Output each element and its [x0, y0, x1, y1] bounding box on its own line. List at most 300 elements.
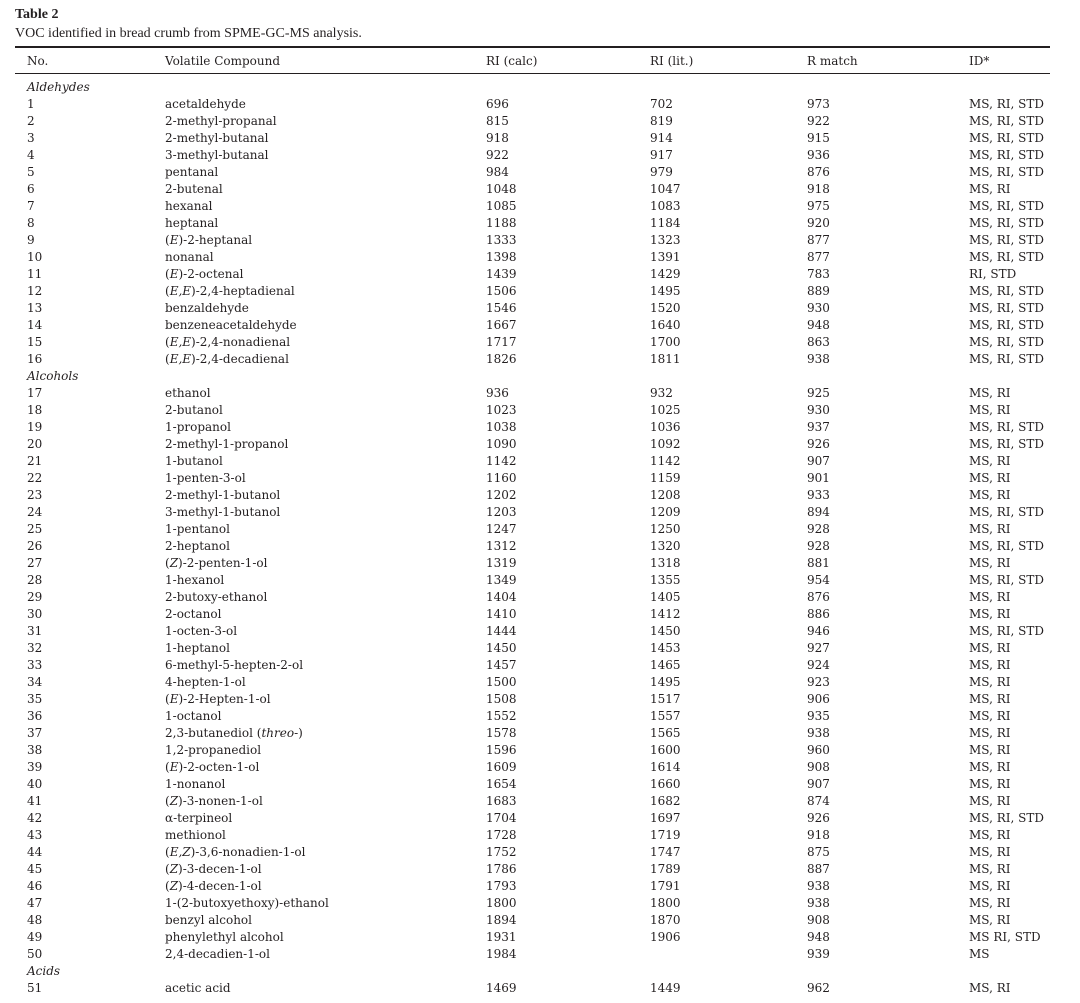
- cell-compound: 3-methyl-butanal: [165, 148, 269, 162]
- column-header-no: No.: [27, 54, 49, 68]
- cell-ri-lit: 932: [650, 386, 673, 400]
- table-row: [0, 708, 1080, 725]
- cell-ri-calc: 1469: [486, 981, 517, 995]
- cell-id: MS, RI, STD: [969, 539, 1044, 553]
- cell-ri-lit: 1355: [650, 573, 681, 587]
- cell-r-match: 954: [807, 573, 830, 587]
- cell-r-match: 887: [807, 862, 830, 876]
- cell-ri-lit: 1025: [650, 403, 681, 417]
- cell-ri-lit: 1465: [650, 658, 681, 672]
- cell-ri-lit: 1600: [650, 743, 681, 757]
- cell-no: 19: [27, 420, 43, 434]
- table-row: [0, 691, 1080, 708]
- cell-compound: 1-nonanol: [165, 777, 226, 791]
- cell-no: 36: [27, 709, 43, 723]
- cell-ri-calc: 1654: [486, 777, 517, 791]
- table-row: [0, 402, 1080, 419]
- cell-id: MS, RI: [969, 726, 1011, 740]
- cell-id: MS, RI: [969, 386, 1011, 400]
- cell-compound: 2-methyl-butanal: [165, 131, 269, 145]
- cell-compound: nonanal: [165, 250, 214, 264]
- cell-r-match: 783: [807, 267, 830, 281]
- cell-r-match: 948: [807, 930, 830, 944]
- cell-r-match: 908: [807, 760, 830, 774]
- cell-no: 16: [27, 352, 43, 366]
- cell-no: 33: [27, 658, 43, 672]
- cell-id: MS, RI, STD: [969, 97, 1044, 111]
- table-row: [0, 725, 1080, 742]
- cell-no: 51: [27, 981, 43, 995]
- cell-id: MS, RI: [969, 692, 1011, 706]
- cell-id: MS, RI: [969, 760, 1011, 774]
- cell-id: MS, RI: [969, 403, 1011, 417]
- cell-ri-lit: 1142: [650, 454, 681, 468]
- cell-ri-calc: 1247: [486, 522, 517, 536]
- cell-r-match: 877: [807, 233, 830, 247]
- cell-id: MS, RI: [969, 981, 1011, 995]
- cell-no: 25: [27, 522, 43, 536]
- group-heading-row: [0, 79, 1080, 96]
- cell-no: 21: [27, 454, 43, 468]
- table-row: [0, 623, 1080, 640]
- table-row: [0, 164, 1080, 181]
- cell-ri-lit: 1811: [650, 352, 681, 366]
- cell-ri-calc: 1090: [486, 437, 517, 451]
- cell-ri-calc: 815: [486, 114, 509, 128]
- cell-compound: 2-octanol: [165, 607, 222, 621]
- cell-id: MS, RI: [969, 675, 1011, 689]
- cell-ri-lit: 1208: [650, 488, 681, 502]
- cell-no: 5: [27, 165, 35, 179]
- cell-no: 4: [27, 148, 35, 162]
- cell-r-match: 876: [807, 590, 830, 604]
- cell-ri-lit: 1614: [650, 760, 681, 774]
- cell-ri-lit: 1250: [650, 522, 681, 536]
- cell-r-match: 946: [807, 624, 830, 638]
- table-row: [0, 521, 1080, 538]
- cell-id: MS, RI: [969, 896, 1011, 910]
- cell-ri-calc: 1038: [486, 420, 517, 434]
- cell-no: 26: [27, 539, 43, 553]
- cell-compound: 1-butanol: [165, 454, 223, 468]
- table-row: [0, 555, 1080, 572]
- cell-no: 10: [27, 250, 43, 264]
- cell-ri-lit: 979: [650, 165, 673, 179]
- table-row: [0, 249, 1080, 266]
- table-row: [0, 742, 1080, 759]
- cell-compound: pentanal: [165, 165, 219, 179]
- cell-ri-lit: 1520: [650, 301, 681, 315]
- cell-no: 6: [27, 182, 35, 196]
- cell-id: MS, RI: [969, 641, 1011, 655]
- cell-ri-calc: 1704: [486, 811, 517, 825]
- cell-no: 35: [27, 692, 43, 706]
- cell-no: 13: [27, 301, 43, 315]
- cell-compound: (E,E)-2,4-decadienal: [165, 352, 289, 366]
- table-row: [0, 810, 1080, 827]
- cell-ri-calc: 1728: [486, 828, 517, 842]
- cell-id: MS, RI, STD: [969, 318, 1044, 332]
- cell-compound: 2-butenal: [165, 182, 223, 196]
- cell-r-match: 877: [807, 250, 830, 264]
- cell-compound: (E,E)-2,4-nonadienal: [165, 335, 291, 349]
- cell-ri-calc: 1984: [486, 947, 517, 961]
- cell-id: MS, RI, STD: [969, 573, 1044, 587]
- cell-no: 20: [27, 437, 43, 451]
- cell-ri-lit: 1800: [650, 896, 681, 910]
- group-heading-row: [0, 368, 1080, 385]
- cell-compound: (Z)-4-decen-1-ol: [165, 879, 262, 893]
- cell-ri-calc: 922: [486, 148, 509, 162]
- cell-compound: benzeneacetaldehyde: [165, 318, 297, 332]
- cell-compound: (Z)-2-penten-1-ol: [165, 556, 268, 570]
- table-row: [0, 487, 1080, 504]
- cell-compound: hexanal: [165, 199, 213, 213]
- cell-r-match: 939: [807, 947, 830, 961]
- group-heading-row: [0, 963, 1080, 980]
- cell-ri-lit: 1450: [650, 624, 681, 638]
- cell-id: MS, RI, STD: [969, 165, 1044, 179]
- table-caption: VOC identified in bread crumb from SPME-GC-MS analysis.: [15, 26, 362, 41]
- cell-ri-calc: 1404: [486, 590, 517, 604]
- column-header-ri-calc: RI (calc): [486, 54, 538, 68]
- cell-no: 45: [27, 862, 43, 876]
- cell-compound: 2-butanol: [165, 403, 223, 417]
- cell-no: 22: [27, 471, 43, 485]
- cell-id: MS, RI: [969, 488, 1011, 502]
- cell-ri-calc: 936: [486, 386, 509, 400]
- cell-no: 15: [27, 335, 43, 349]
- cell-id: MS, RI, STD: [969, 233, 1044, 247]
- cell-no: 8: [27, 216, 35, 230]
- cell-compound: (E,E)-2,4-heptadienal: [165, 284, 295, 298]
- table-row: [0, 844, 1080, 861]
- cell-id: MS, RI: [969, 862, 1011, 876]
- cell-id: MS, RI, STD: [969, 114, 1044, 128]
- cell-no: 2: [27, 114, 35, 128]
- cell-no: 3: [27, 131, 35, 145]
- cell-r-match: 875: [807, 845, 830, 859]
- cell-id: MS RI, STD: [969, 930, 1041, 944]
- table-row: [0, 674, 1080, 691]
- cell-no: 18: [27, 403, 43, 417]
- cell-ri-lit: 1565: [650, 726, 681, 740]
- cell-ri-calc: 1444: [486, 624, 517, 638]
- cell-ri-calc: 1667: [486, 318, 517, 332]
- cell-id: MS, RI: [969, 828, 1011, 842]
- cell-r-match: 923: [807, 675, 830, 689]
- cell-ri-calc: 1450: [486, 641, 517, 655]
- cell-ri-lit: 1320: [650, 539, 681, 553]
- cell-no: 49: [27, 930, 43, 944]
- table-row: [0, 113, 1080, 130]
- table-row: [0, 453, 1080, 470]
- table-row: [0, 657, 1080, 674]
- cell-compound: 1-octen-3-ol: [165, 624, 238, 638]
- cell-ri-calc: 1717: [486, 335, 517, 349]
- cell-ri-lit: 1557: [650, 709, 681, 723]
- cell-no: 43: [27, 828, 43, 842]
- cell-ri-lit: 1453: [650, 641, 681, 655]
- cell-ri-lit: 1870: [650, 913, 681, 927]
- table-row: [0, 759, 1080, 776]
- cell-ri-lit: 1412: [650, 607, 681, 621]
- cell-ri-calc: 1793: [486, 879, 517, 893]
- cell-r-match: 936: [807, 148, 830, 162]
- cell-ri-calc: 1894: [486, 913, 517, 927]
- cell-compound: 2-butoxy-ethanol: [165, 590, 268, 604]
- table-row: [0, 589, 1080, 606]
- cell-r-match: 935: [807, 709, 830, 723]
- cell-id: MS, RI: [969, 777, 1011, 791]
- cell-compound: 2-heptanol: [165, 539, 230, 553]
- table-row: [0, 980, 1080, 997]
- table-row: [0, 147, 1080, 164]
- cell-compound: 2-methyl-propanal: [165, 114, 277, 128]
- cell-no: 39: [27, 760, 43, 774]
- cell-ri-calc: 1410: [486, 607, 517, 621]
- cell-id: MS, RI, STD: [969, 335, 1044, 349]
- table-row: [0, 266, 1080, 283]
- cell-ri-calc: 1596: [486, 743, 517, 757]
- cell-compound: (Z)-3-nonen-1-ol: [165, 794, 263, 808]
- table-row: [0, 946, 1080, 963]
- cell-ri-lit: 1789: [650, 862, 681, 876]
- cell-r-match: 938: [807, 726, 830, 740]
- cell-r-match: 948: [807, 318, 830, 332]
- table-row: [0, 351, 1080, 368]
- cell-ri-lit: 914: [650, 131, 673, 145]
- table-row: [0, 912, 1080, 929]
- cell-ri-lit: 1083: [650, 199, 681, 213]
- cell-no: 24: [27, 505, 43, 519]
- cell-r-match: 926: [807, 811, 830, 825]
- cell-r-match: 907: [807, 454, 830, 468]
- cell-r-match: 928: [807, 539, 830, 553]
- table-row: [0, 606, 1080, 623]
- cell-r-match: 908: [807, 913, 830, 927]
- cell-id: MS, RI, STD: [969, 420, 1044, 434]
- cell-r-match: 962: [807, 981, 830, 995]
- cell-compound: 2,4-decadien-1-ol: [165, 947, 270, 961]
- cell-id: MS, RI: [969, 913, 1011, 927]
- cell-ri-lit: 1719: [650, 828, 681, 842]
- cell-ri-calc: 1349: [486, 573, 517, 587]
- cell-ri-calc: 918: [486, 131, 509, 145]
- table-row: [0, 215, 1080, 232]
- cell-id: MS, RI: [969, 607, 1011, 621]
- cell-compound: (E)-2-Hepten-1-ol: [165, 692, 271, 706]
- cell-ri-lit: 1429: [650, 267, 681, 281]
- cell-id: MS, RI: [969, 743, 1011, 757]
- cell-id: MS: [969, 947, 990, 961]
- cell-ri-calc: 1500: [486, 675, 517, 689]
- cell-ri-calc: 1333: [486, 233, 517, 247]
- cell-ri-calc: 1609: [486, 760, 517, 774]
- cell-compound: 1-pentanol: [165, 522, 230, 536]
- table-body: [0, 79, 1080, 997]
- cell-ri-lit: 1640: [650, 318, 681, 332]
- group-heading: Alcohols: [27, 369, 79, 383]
- cell-id: MS, RI: [969, 556, 1011, 570]
- cell-r-match: 930: [807, 403, 830, 417]
- table-row: [0, 776, 1080, 793]
- cell-ri-lit: 702: [650, 97, 673, 111]
- table-row: [0, 419, 1080, 436]
- cell-id: RI, STD: [969, 267, 1017, 281]
- table-row: [0, 198, 1080, 215]
- cell-compound: (E)-2-octen-1-ol: [165, 760, 260, 774]
- cell-r-match: 925: [807, 386, 830, 400]
- cell-ri-calc: 1931: [486, 930, 517, 944]
- cell-no: 9: [27, 233, 35, 247]
- cell-no: 31: [27, 624, 43, 638]
- cell-ri-calc: 1800: [486, 896, 517, 910]
- cell-ri-calc: 1508: [486, 692, 517, 706]
- cell-ri-lit: 1747: [650, 845, 681, 859]
- cell-r-match: 886: [807, 607, 830, 621]
- cell-r-match: 894: [807, 505, 830, 519]
- cell-r-match: 960: [807, 743, 830, 757]
- cell-compound: 4-hepten-1-ol: [165, 675, 246, 689]
- cell-r-match: 863: [807, 335, 830, 349]
- cell-no: 48: [27, 913, 43, 927]
- cell-id: MS, RI: [969, 454, 1011, 468]
- cell-no: 50: [27, 947, 43, 961]
- table-row: [0, 96, 1080, 113]
- table-row: [0, 861, 1080, 878]
- cell-compound: α-terpineol: [165, 811, 233, 825]
- cell-ri-calc: 1188: [486, 216, 517, 230]
- cell-id: MS, RI, STD: [969, 148, 1044, 162]
- cell-ri-lit: 1682: [650, 794, 681, 808]
- cell-ri-calc: 1202: [486, 488, 517, 502]
- cell-r-match: 924: [807, 658, 830, 672]
- cell-compound: 6-methyl-5-hepten-2-ol: [165, 658, 304, 672]
- cell-compound: 1-(2-butoxyethoxy)-ethanol: [165, 896, 329, 910]
- cell-id: MS, RI: [969, 658, 1011, 672]
- cell-ri-calc: 984: [486, 165, 509, 179]
- table-row: [0, 232, 1080, 249]
- cell-id: MS, RI: [969, 182, 1011, 196]
- cell-ri-calc: 1312: [486, 539, 517, 553]
- cell-r-match: 915: [807, 131, 830, 145]
- cell-compound: benzaldehyde: [165, 301, 249, 315]
- cell-no: 42: [27, 811, 43, 825]
- cell-compound: benzyl alcohol: [165, 913, 252, 927]
- cell-r-match: 928: [807, 522, 830, 536]
- table-row: [0, 504, 1080, 521]
- cell-ri-lit: 1517: [650, 692, 681, 706]
- cell-ri-calc: 1319: [486, 556, 517, 570]
- cell-r-match: 938: [807, 896, 830, 910]
- cell-r-match: 926: [807, 437, 830, 451]
- cell-r-match: 927: [807, 641, 830, 655]
- cell-ri-lit: 1047: [650, 182, 681, 196]
- cell-compound: phenylethyl alcohol: [165, 930, 284, 944]
- table-row: [0, 895, 1080, 912]
- cell-no: 27: [27, 556, 43, 570]
- cell-id: MS, RI: [969, 471, 1011, 485]
- cell-r-match: 874: [807, 794, 830, 808]
- cell-ri-calc: 696: [486, 97, 509, 111]
- cell-r-match: 933: [807, 488, 830, 502]
- cell-ri-calc: 1398: [486, 250, 517, 264]
- cell-ri-lit: 1495: [650, 675, 681, 689]
- cell-no: 29: [27, 590, 43, 604]
- cell-no: 17: [27, 386, 43, 400]
- cell-compound: 2,3-butanediol (threo-): [165, 726, 303, 740]
- cell-no: 38: [27, 743, 43, 757]
- cell-compound: 2-methyl-1-propanol: [165, 437, 289, 451]
- cell-no: 34: [27, 675, 43, 689]
- cell-ri-lit: 1391: [650, 250, 681, 264]
- cell-id: MS, RI, STD: [969, 216, 1044, 230]
- table-row: [0, 283, 1080, 300]
- cell-compound: ethanol: [165, 386, 211, 400]
- table-row: [0, 929, 1080, 946]
- cell-id: MS, RI, STD: [969, 352, 1044, 366]
- cell-no: 40: [27, 777, 43, 791]
- cell-compound: acetaldehyde: [165, 97, 246, 111]
- cell-id: MS, RI, STD: [969, 284, 1044, 298]
- cell-r-match: 930: [807, 301, 830, 315]
- cell-compound: 1,2-propanediol: [165, 743, 262, 757]
- cell-compound: 1-octanol: [165, 709, 222, 723]
- cell-no: 7: [27, 199, 35, 213]
- cell-ri-calc: 1457: [486, 658, 517, 672]
- cell-r-match: 918: [807, 182, 830, 196]
- cell-id: MS, RI: [969, 709, 1011, 723]
- cell-no: 1: [27, 97, 35, 111]
- cell-ri-calc: 1826: [486, 352, 517, 366]
- table-top-rule: [15, 46, 1050, 48]
- cell-ri-calc: 1786: [486, 862, 517, 876]
- cell-no: 23: [27, 488, 43, 502]
- cell-ri-calc: 1506: [486, 284, 517, 298]
- cell-r-match: 907: [807, 777, 830, 791]
- table-title: Table 2: [15, 7, 59, 22]
- cell-r-match: 922: [807, 114, 830, 128]
- cell-ri-calc: 1439: [486, 267, 517, 281]
- cell-compound: (E,Z)-3,6-nonadien-1-ol: [165, 845, 306, 859]
- table-row: [0, 300, 1080, 317]
- cell-r-match: 973: [807, 97, 830, 111]
- table-row: [0, 878, 1080, 895]
- table-row: [0, 385, 1080, 402]
- cell-compound: 1-heptanol: [165, 641, 230, 655]
- table-header-rule: [15, 73, 1050, 74]
- cell-ri-lit: 1697: [650, 811, 681, 825]
- table-row: [0, 538, 1080, 555]
- cell-ri-calc: 1160: [486, 471, 517, 485]
- cell-ri-lit: 1318: [650, 556, 681, 570]
- cell-compound: (E)-2-heptanal: [165, 233, 253, 247]
- cell-r-match: 889: [807, 284, 830, 298]
- cell-ri-calc: 1546: [486, 301, 517, 315]
- column-header-r-match: R match: [807, 54, 858, 68]
- table-row: [0, 827, 1080, 844]
- cell-r-match: 901: [807, 471, 830, 485]
- cell-ri-calc: 1552: [486, 709, 517, 723]
- cell-compound: (Z)-3-decen-1-ol: [165, 862, 262, 876]
- cell-id: MS, RI: [969, 879, 1011, 893]
- cell-ri-lit: 1449: [650, 981, 681, 995]
- cell-no: 46: [27, 879, 43, 893]
- cell-ri-lit: 1495: [650, 284, 681, 298]
- cell-compound: acetic acid: [165, 981, 231, 995]
- cell-ri-lit: 1209: [650, 505, 681, 519]
